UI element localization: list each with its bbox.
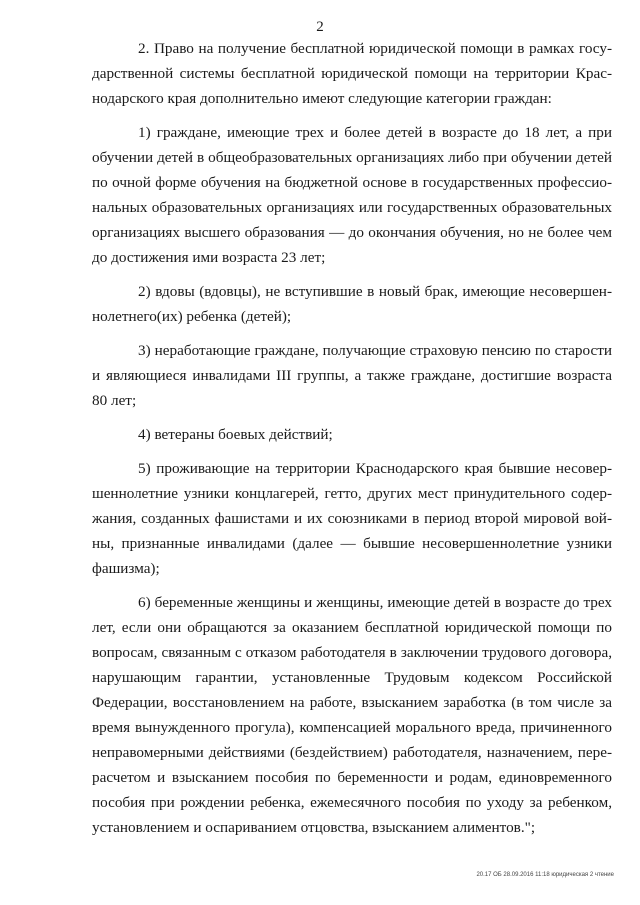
document-body	[92, 36, 612, 849]
paragraph-item-5: 5) проживающие на территории Краснодарского края бывшие несовершеннолетние узники концлагерей, гетто, других мест принудительного содержания, созданных фашистами и их союзниками в период второй мировой войны, признанные инвалидами (далее — бывшие несовершеннолетние узники фашизма);	[92, 460, 612, 577]
page-number: 2	[316, 19, 324, 35]
footer-file-note: 20.17 ОБ 28.09.2016 11:18 юридическая 2 чтение	[476, 872, 614, 878]
paragraph-item-1: 1) граждане, имеющие трех и более детей в возрасте до 18 лет, а при обучении детей в общеобразовательных организациях либо при обучении детей по очной форме обучения на бюджетной основе в государственных профессиональных образовательных организациях или государственных образовательных организациях высшего образования — до окончания обучения, но не более чем до достижения ими возраста 23 лет;	[92, 124, 612, 266]
paragraph-item-4: 4) ветераны боевых действий;	[138, 426, 333, 443]
paragraph-item-2: 2) вдовы (вдовцы), не вступившие в новый брак, имеющие несовершеннолетнего(их) ребенка (детей);	[92, 283, 612, 325]
paragraph-intro: 2. Право на получение бесплатной юридической помощи в рамках государственной системы бесплатной юридической помощи на территории Краснодарского края дополнительно имеют следующие категории граждан:	[92, 40, 612, 107]
paragraph-item-6: 6) беременные женщины и женщины, имеющие детей в возрасте до трех лет, если они обращаются за оказанием бесплатной юридической помощи по вопросам, связанным с отказом работодателя в заключении трудового договора, нарушающим гарантии, установленные Трудовым кодексом Российской Федерации, восстановлением на работе, взысканием заработка (в том числе за время вынужденного прогула), компенсацией морального вреда, причиненного неправомерными действиями (бездействием) работодателя, назначением, перерасчетом и взысканием пособия по беременности и родам, единовременного пособия при рождении ребенка, ежемесячного пособия по уходу за ребенком, установлением и оспариванием отцовства, взысканием алиментов.";	[92, 594, 612, 836]
paragraph-item-3: 3) неработающие граждане, получающие страховую пенсию по старости и являющиеся инвалидами III группы, а также граждане, достигшие возраста 80 лет;	[92, 342, 612, 409]
